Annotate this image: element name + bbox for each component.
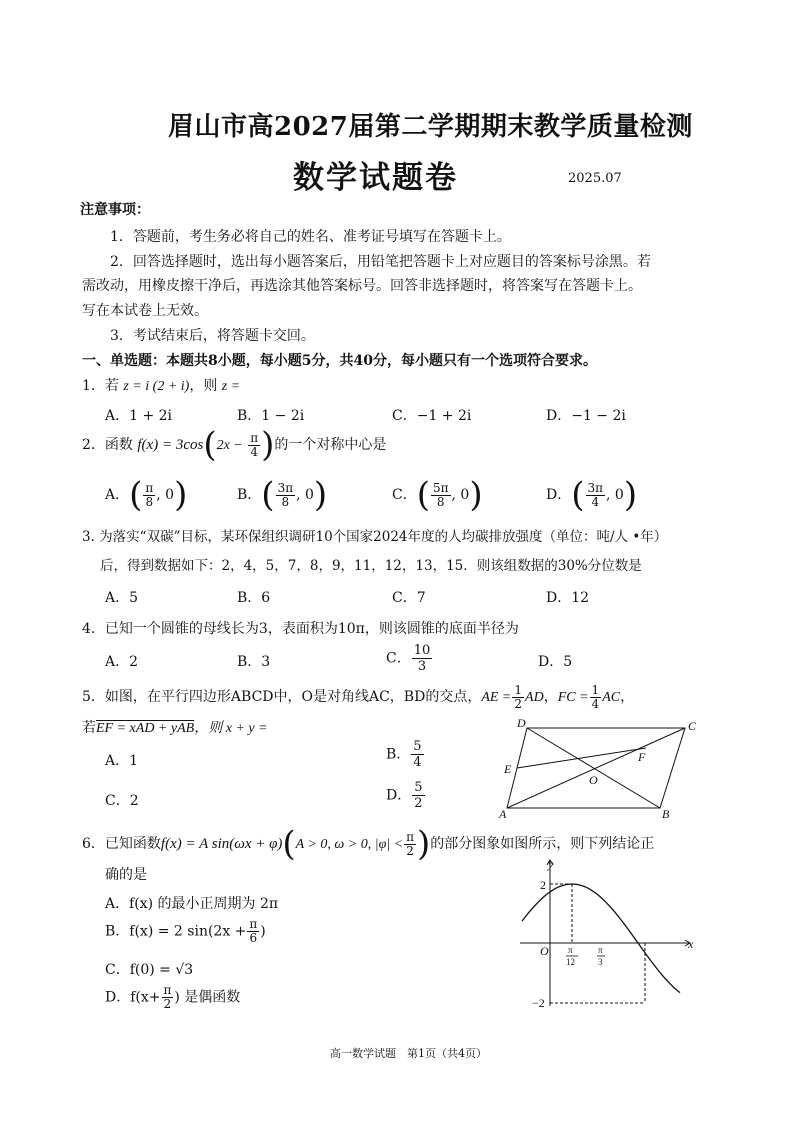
notice-item-3: 3．考试结束后，将答题卡交回。 [110, 328, 315, 344]
q2-a-zero: , 0 [156, 487, 175, 503]
question-1-pre: 若 [104, 378, 119, 394]
question-2-fraction [248, 432, 260, 459]
question-1-option-a[interactable]: A．1 + 2i [105, 408, 173, 424]
q5-ae-den: 2 [514, 696, 523, 711]
exam-date: 2025.07 [568, 171, 622, 186]
point-e-label: E [504, 762, 512, 776]
q6-b-post: ) [260, 923, 266, 940]
q2-c-den: 8 [436, 494, 445, 509]
question-5-line-1 [82, 680, 634, 715]
q5-line2-pre: 若 [82, 720, 96, 736]
page-footer: 高一数学试题 第1页（共4页） [330, 1047, 487, 1060]
q6-d-pre: D．f(x+ [105, 989, 161, 1006]
q5-ae: AE = [481, 690, 512, 705]
point-o-label: O [589, 773, 598, 787]
y-max-label: 2 [540, 878, 546, 892]
question-5-option-a[interactable]: A．1 [105, 753, 139, 769]
q2-b-label: B． [237, 487, 262, 503]
notice-item-2-line-2: 需改动，用橡皮擦干净后，再选涂其他答案标号。回答非选择题时，将答案写在答题卡上。 [82, 278, 642, 294]
question-2-pre: 函数 [104, 437, 133, 453]
q5-b-den: 4 [413, 755, 422, 770]
question-6-line-1: 6．已知函数f(x) = A sin(ωx + φ)(A > 0, ω > 0, |φ| < $\frac{\pi}{2}$ )的部分图象如图所示，则下列结论正 [82, 824, 655, 864]
q2-frac-den: 4 [250, 444, 258, 459]
q5-ad: AD [525, 690, 544, 705]
q2-d-label: D． [546, 487, 572, 503]
question-6-line-2: 确的是 [105, 867, 147, 883]
q2-b-den: 8 [281, 494, 290, 509]
question-4: 4．已知一个圆锥的母线长为3，表面积为10π，则该圆锥的底面半径为 [82, 621, 519, 637]
question-3-option-c[interactable]: C．7 [392, 590, 426, 606]
q4-c-den: 3 [417, 659, 427, 674]
q6-func: f(x) = A sin(ωx + φ) [160, 836, 283, 852]
question-6-option-b[interactable] [105, 918, 266, 945]
tick-2-num: π [598, 945, 603, 955]
parallelogram-figure [495, 718, 705, 820]
segment-ef [517, 748, 646, 768]
tick-1-num: π [568, 945, 573, 955]
q6-b-den: 6 [249, 931, 258, 945]
x-axis-label: x [688, 937, 694, 951]
q2-a-den: 8 [145, 494, 154, 509]
q5-b-label: B． [386, 746, 411, 763]
question-5-option-b[interactable] [386, 739, 425, 770]
question-5-option-c[interactable]: C．2 [105, 793, 139, 809]
q4-c-num: 10 [413, 643, 431, 658]
vertex-c-label: C [688, 719, 697, 733]
notice-item-1: 1．答题前，考生务必将自己的姓名、准考证号填写在答题卡上。 [110, 229, 511, 245]
question-1-number: 1． [82, 378, 105, 394]
paper-title: 数学试题卷 [293, 160, 458, 196]
q2-c-num: 5π [432, 480, 449, 495]
q5-line2-post: ，则 x + y = [194, 721, 268, 736]
y-min-label: −2 [532, 996, 545, 1010]
question-3-option-a[interactable]: A．5 [105, 590, 139, 606]
question-2-inner: 2x − [216, 438, 243, 453]
sine-graph [512, 856, 697, 1016]
point-f-label: F [638, 750, 646, 764]
q2-b-num: 3π [277, 480, 294, 495]
q2-d-num: 3π [587, 480, 604, 495]
q2-d-zero: , 0 [606, 487, 624, 503]
question-2-option-c[interactable]: C．( $\frac{5\pi}{8}$ , 0) [392, 475, 483, 515]
q5-vector-eq: EF = xAD + yAB [96, 721, 195, 736]
question-5-line-2 [82, 719, 268, 738]
question-1-option-b[interactable]: B．1 − 2i [237, 408, 305, 424]
question-2-option-a[interactable]: A．( $\frac{\pi}{8}$ , 0) [105, 475, 188, 515]
q6-post: 的部分图象如图所示，则下列结论正 [430, 836, 655, 852]
question-2-post: 的一个对称中心是 [274, 437, 387, 453]
q6-d-den: 2 [163, 997, 172, 1011]
notice-heading: 注意事项： [80, 202, 150, 218]
vertex-b-label: B [662, 807, 670, 820]
q2-frac-num: π [250, 430, 259, 445]
q5-sep: ， [543, 689, 558, 705]
tick-2-den: 3 [598, 957, 603, 967]
q2-a-num: π [145, 480, 154, 495]
q5-d-label: D． [386, 787, 412, 804]
tick-1-den: 12 [566, 957, 575, 967]
question-2: 2．函数 f(x) = 3cos(2x − $\frac{\pi}{4}$ )的一个对称中心是 [82, 425, 387, 465]
q5-comma: ， [620, 689, 635, 705]
question-2-option-d[interactable]: D．( $\frac{3\pi}{4}$ , 0) [546, 475, 638, 515]
question-3-line-2: 后，得到数据如下：2，4，5，7，8，9，11，12，13，15．则该组数据的30%分位数是 [100, 558, 642, 574]
sine-curve [522, 884, 680, 993]
q2-d-den: 4 [591, 494, 600, 509]
question-1-end: z = [221, 379, 241, 394]
q6-d-num: π [163, 983, 172, 997]
q5-b-num: 5 [413, 739, 422, 754]
diagonal-bd [527, 728, 660, 808]
question-2-func: f(x) = 3cos [137, 437, 204, 453]
q5-fc-den: 4 [591, 696, 600, 711]
q2-c-label: C． [392, 487, 417, 503]
exam-title: 眉山市高2027届第二学期期末教学质量检测 [168, 112, 693, 142]
section-heading: 一、单选题：本题共8小题，每小题5分，共40分，每小题只有一个选项符合要求。 [82, 353, 597, 369]
question-6-option-c[interactable]: C．f(0) = √3 [105, 962, 194, 978]
q5-ac: AC [602, 690, 621, 705]
question-1-expr: z = i (2 + i) [123, 379, 190, 394]
question-2-number: 2． [82, 437, 105, 453]
vertex-d-label: D [517, 718, 526, 730]
q2-c-zero: , 0 [451, 487, 470, 503]
question-4-option-c[interactable] [386, 643, 433, 674]
question-1 [82, 377, 240, 396]
q4-c-label: C． [386, 650, 411, 667]
q6-pre: 6．已知函数 [82, 836, 161, 852]
q5-fc: FC = [557, 690, 589, 705]
q5-fc-num: 1 [591, 682, 600, 697]
question-1-mid: ，则 [189, 378, 218, 394]
q6-cond-num: π [406, 829, 415, 844]
question-4-option-b[interactable]: B．3 [237, 654, 271, 670]
q5-ae-num: 1 [514, 682, 523, 697]
origin-label: O [540, 944, 549, 958]
q2-a-label: A． [105, 487, 130, 503]
notice-item-2-line-1: 2．回答选择题时，选出每小题答案后，用铅笔把答题卡上对应题目的答案标号涂黑。若 [110, 254, 651, 270]
question-1-option-c[interactable]: C．−1 + 2i [392, 408, 472, 424]
question-3-line-1: 3. 为落实“双碳”目标，某环保组织调研10个国家2024年度的人均碳排放强度（单位：吨/人 •年） [82, 529, 668, 545]
question-4-option-a[interactable]: A．2 [105, 654, 139, 670]
question-6-option-d[interactable] [105, 984, 240, 1011]
notice-item-2-line-3: 写在本试卷上无效。 [82, 303, 208, 319]
question-6-option-a[interactable]: A．f(x) 的最小正周期为 2π [105, 896, 279, 912]
question-3-option-b[interactable]: B．6 [237, 590, 271, 606]
diagonal-ac [507, 728, 685, 808]
vertex-a-label: A [499, 807, 507, 820]
q6-b-num: π [249, 917, 258, 931]
q6-cond: A > 0, ω > 0, |φ| < [295, 837, 404, 852]
y-axis-label: y [548, 857, 554, 871]
q6-cond-den: 2 [406, 843, 414, 858]
question-3-option-d[interactable]: D．12 [546, 590, 590, 606]
q2-b-zero: , 0 [296, 487, 314, 503]
q6-d-post: ) 是偶函数 [174, 989, 241, 1006]
q5-d-num: 5 [414, 780, 423, 795]
q5-text: 5．如图，在平行四边形ABCD中，O是对角线AC，BD的交点， [82, 689, 482, 705]
question-5-option-d[interactable] [386, 780, 426, 811]
q5-d-den: 2 [414, 796, 423, 811]
question-2-option-b[interactable]: B．( $\frac{3\pi}{8}$ , 0) [237, 475, 328, 515]
question-4-option-d[interactable]: D．5 [538, 654, 573, 670]
question-1-option-d[interactable]: D．−1 − 2i [546, 408, 626, 424]
q6-b-pre: B．f(x) = 2 sin(2x + [105, 923, 247, 940]
